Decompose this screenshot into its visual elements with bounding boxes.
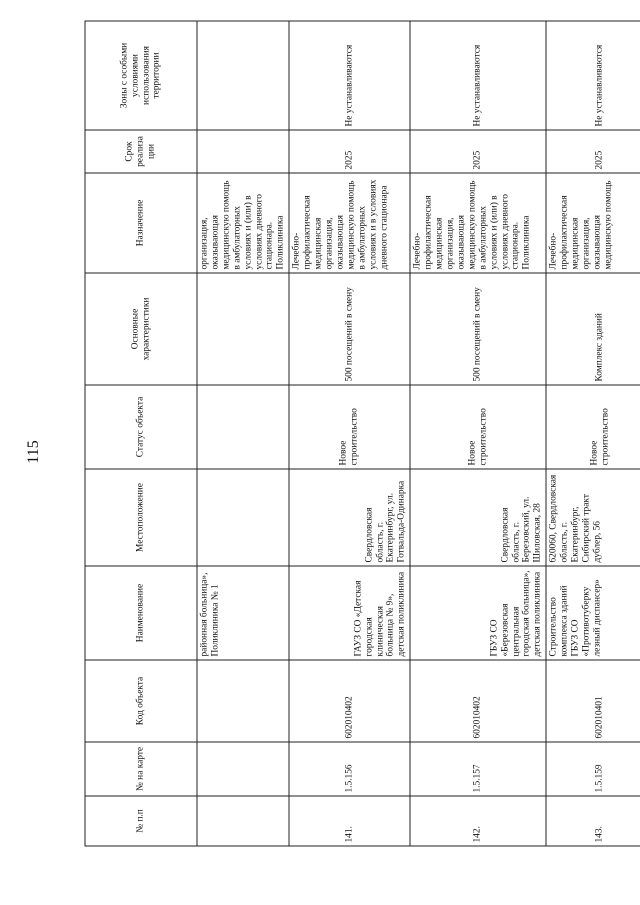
cell-status: [197, 385, 289, 469]
cell-characteristics: Комплекс зданий: [546, 273, 640, 385]
header-cell: Основные характеристики: [85, 273, 197, 385]
cell-term: 2025: [546, 130, 640, 173]
cell-name: Строительство комплекса зданий ГБУЗ СО «Противотуберку лезный диспансер»: [546, 566, 640, 660]
cell-term: [197, 130, 289, 173]
cell-code: [197, 660, 289, 742]
header-cell: Назначение: [85, 173, 197, 273]
cell-purpose: Лечебно-профилактическая медицинская организация, оказывающая медицинскую помощь в амбулаторных условиях и (или) в условиях дневного стационара. Поликлиника: [410, 173, 546, 273]
header-cell: № п.п: [85, 796, 197, 846]
cell-status: Новое строительство: [410, 385, 546, 469]
cell-location: [197, 469, 289, 566]
header-cell: № на карте: [85, 742, 197, 796]
cell-name: районная больница», Поликлиника № 1: [197, 566, 289, 660]
cell-purpose: Лечебно-профилактическая медицинская организация, оказывающая медицинскую помощь в амбулаторных условиях и в условиях дневного стационара: [289, 173, 410, 273]
rotated-table-container: [85, 22, 614, 847]
cell-location: 620060, Свердловская область, г. Екатеринбург, Сибирский тракт дублер, 56: [546, 469, 640, 566]
cell-num: 142.: [410, 796, 546, 846]
cell-purpose: Лечебно-профилактическая медицинская организация, оказывающая медицинскую помощь: [546, 173, 640, 273]
header-cell: Срок реализа ции: [85, 130, 197, 173]
cell-map-no: 1.5.157: [410, 742, 546, 796]
cell-status: Новое строительство: [546, 385, 640, 469]
cell-status: Новое строительство: [289, 385, 410, 469]
cell-characteristics: 500 посещений в смену: [289, 273, 410, 385]
table-header-row: [85, 21, 197, 846]
table-row: [546, 21, 640, 846]
cell-num: 143.: [546, 796, 640, 846]
cell-map-no: 1.5.159: [546, 742, 640, 796]
cell-zones: [197, 21, 289, 130]
page-number: 115: [25, 440, 42, 464]
table-row: [410, 21, 546, 846]
header-cell: Местоположение: [85, 469, 197, 566]
cell-zones: Не устанавливаются: [289, 21, 410, 130]
cell-code: 602010401: [546, 660, 640, 742]
cell-map-no: [197, 742, 289, 796]
header-cell: Код объекта: [85, 660, 197, 742]
cell-location: Свердловская область, г. Березовский, ул. Шиловская, 28: [410, 469, 546, 566]
cell-name: ГБУЗ СО «Березовская центральная городская больница», детская поликлиника: [410, 566, 546, 660]
cell-characteristics: [197, 273, 289, 385]
objects-table: [85, 21, 640, 847]
table-row: [289, 21, 410, 846]
header-cell: Статус объекта: [85, 385, 197, 469]
table-row: [197, 21, 289, 846]
cell-characteristics: 500 посещений в смену: [410, 273, 546, 385]
cell-term: 2025: [289, 130, 410, 173]
cell-map-no: 1.5.156: [289, 742, 410, 796]
cell-term: 2025: [410, 130, 546, 173]
cell-num: 141.: [289, 796, 410, 846]
cell-name: ГАУЗ СО «Детская городская клиническая больница № 9», детская поликлиника: [289, 566, 410, 660]
cell-location: Свердловская область, г. Екатеринбург, ул. Готвальда-Одинарка: [289, 469, 410, 566]
cell-purpose: организация, оказывающая медицинскую помощь в амбулаторных условиях и (или) в условиях дневного стационара. Поликлиника: [197, 173, 289, 273]
cell-num: [197, 796, 289, 846]
header-cell: Зоны с особыми условиями использования территории: [85, 21, 197, 130]
header-cell: Наименование: [85, 566, 197, 660]
cell-code: 602010402: [410, 660, 546, 742]
cell-zones: Не устанавливаются: [546, 21, 640, 130]
cell-code: 602010402: [289, 660, 410, 742]
cell-zones: Не устанавливаются: [410, 21, 546, 130]
